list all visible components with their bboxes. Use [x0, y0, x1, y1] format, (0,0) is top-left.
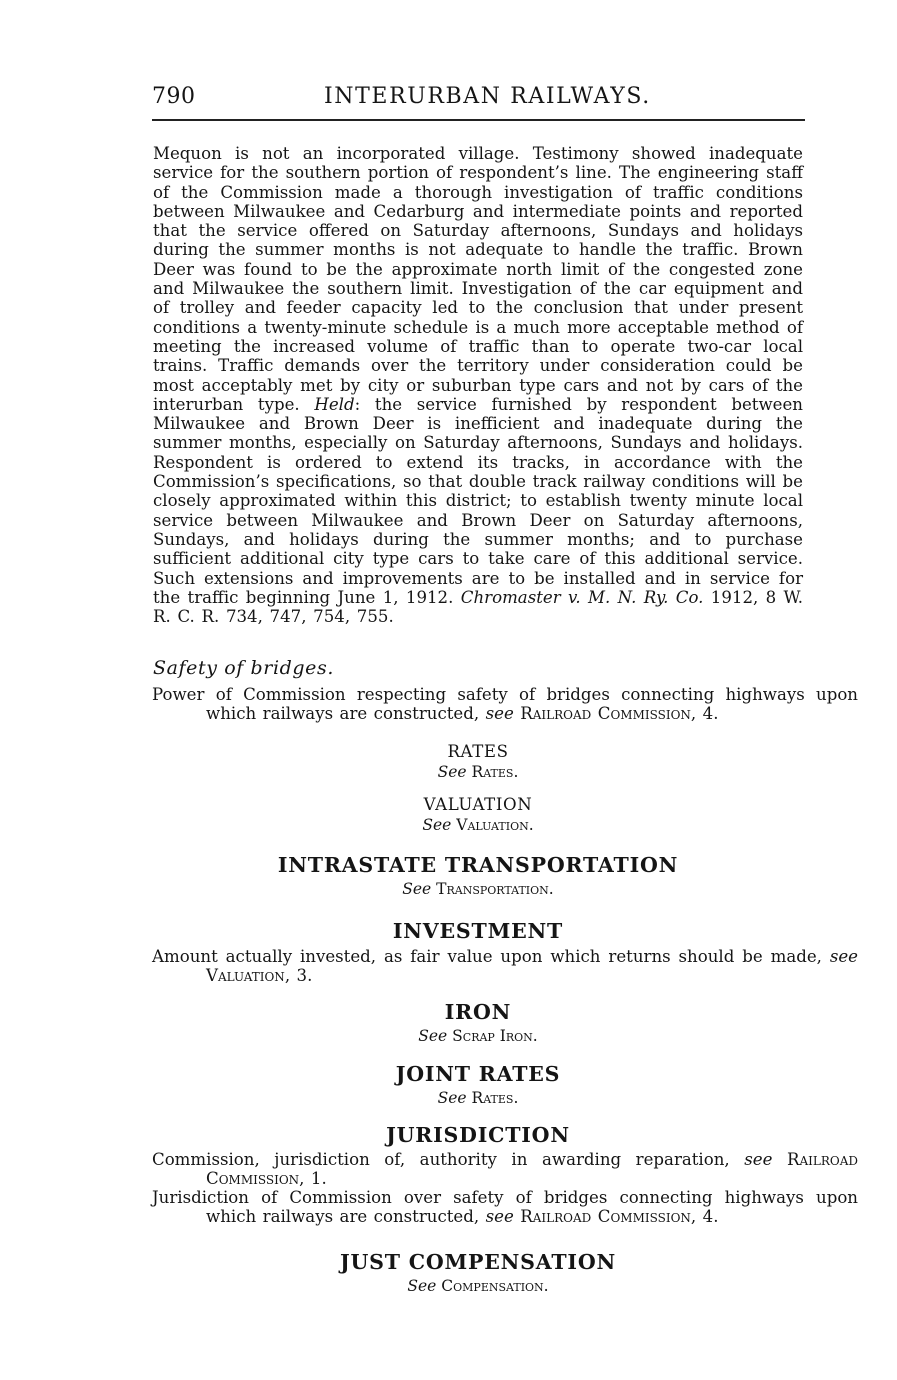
iron-heading: IRON	[444, 1000, 512, 1024]
valuation-heading: VALUATION	[423, 795, 533, 814]
cross-reference: Railroad Commission	[206, 1150, 858, 1188]
cross-reference: Transportation.	[436, 880, 554, 898]
paragraph-text-1: Mequon is not an incorporated village. Testimony showed inadequate service for the southern portion of respondent’s line. The engineering staff of the Commission made a thorough investigation of traffic conditions between Milwaukee and Cedarburg and intermediate points and reported that the service offered on Saturday afternoons, Sundays and holidays during the summer months is not adequate to handle the traffic. Brown Deer was found to be the approximate north limit of the congested zone and Milwaukee the southern limit. Investigation of the car equipment and of trolley and feeder capacity led to the conclusion that under present conditions a twenty-minute schedule is a much more acceptable method of meeting the increased volume of traffic than to operate two-car local trains. Traffic demands over the territory under consideration could be most acceptably met by city or suburban type cars and not by cars of the interurban type.	[153, 144, 803, 414]
cross-reference: Scrap Iron.	[452, 1027, 538, 1045]
cross-reference: Rates.	[471, 763, 519, 781]
cross-reference: Railroad Commission	[520, 704, 691, 723]
case-summary-paragraph	[153, 144, 803, 626]
cross-reference: Valuation	[206, 966, 285, 985]
rates-heading: RATES	[447, 742, 509, 761]
jurisdiction-heading: JURISDICTION	[386, 1123, 570, 1147]
jurisdiction-entry-1: Commission, jurisdiction of, authority in awarding reparation, see Railroad Commission, 1.	[152, 1150, 858, 1188]
running-title: INTERURBAN RAILWAYS.	[324, 84, 651, 109]
paragraph-text-2: : the service furnished by respondent between Milwaukee and Brown Deer is inefficient and inadequate during the summer months, especially on Saturday afternoons, Sundays and holidays. Respondent is ordered to extend its tracks, in accordance with the Commission’s specifications, so that double track railway conditions will be closely approximated within this district; to establish twenty minute local service between Milwaukee and Brown Deer on Saturday afternoons, Sundays, and holidays during the summer months; and to purchase sufficient additional city type cars to take care of this additional service. Such extensions and improvements are to be installed and in service for the traffic beginning June 1, 1912.	[153, 394, 803, 607]
case-name: Chromaster v. M. N. Ry. Co.	[460, 587, 704, 607]
iron-see-reference: See Scrap Iron.	[418, 1027, 538, 1045]
cross-reference: Rates.	[471, 1089, 519, 1107]
header-rule	[152, 119, 805, 121]
intrastate-see-reference: See Transportation.	[402, 880, 554, 898]
intrastate-heading: INTRASTATE TRANSPORTATION	[277, 853, 679, 877]
safety-entry: Power of Commission respecting safety of bridges connecting highways upon which railways are constructed, see Railroad Commission, 4.	[152, 685, 858, 723]
jurisdiction-entry-2: Jurisdiction of Commission over safety of bridges connecting highways upon which railways are constructed, see Railroad Commission, 4.	[152, 1188, 858, 1226]
investment-entry: Amount actually invested, as fair value upon which returns should be made, see Valuation, 3.	[152, 947, 858, 985]
cross-reference: Valuation.	[456, 816, 534, 834]
safety-subheading: Safety of bridges.	[153, 657, 335, 679]
cross-reference: Compensation.	[441, 1277, 549, 1295]
running-head	[152, 84, 805, 114]
valuation-see-reference: See Valuation.	[422, 816, 534, 834]
held-label: Held	[314, 394, 355, 414]
page-number: 790	[152, 84, 196, 109]
case-citation: 1912, 8 W. R. C. R. 734, 747, 754, 755.	[153, 587, 803, 627]
investment-heading: INVESTMENT	[392, 919, 564, 943]
just-compensation-heading: JUST COMPENSATION	[339, 1250, 617, 1274]
joint-rates-see-reference: See Rates.	[437, 1089, 519, 1107]
rates-see-reference: See Rates.	[437, 763, 519, 781]
just-compensation-see-reference: See Compensation.	[407, 1277, 549, 1295]
joint-rates-heading: JOINT RATES	[395, 1062, 561, 1086]
cross-reference: Railroad Commission	[520, 1207, 691, 1226]
